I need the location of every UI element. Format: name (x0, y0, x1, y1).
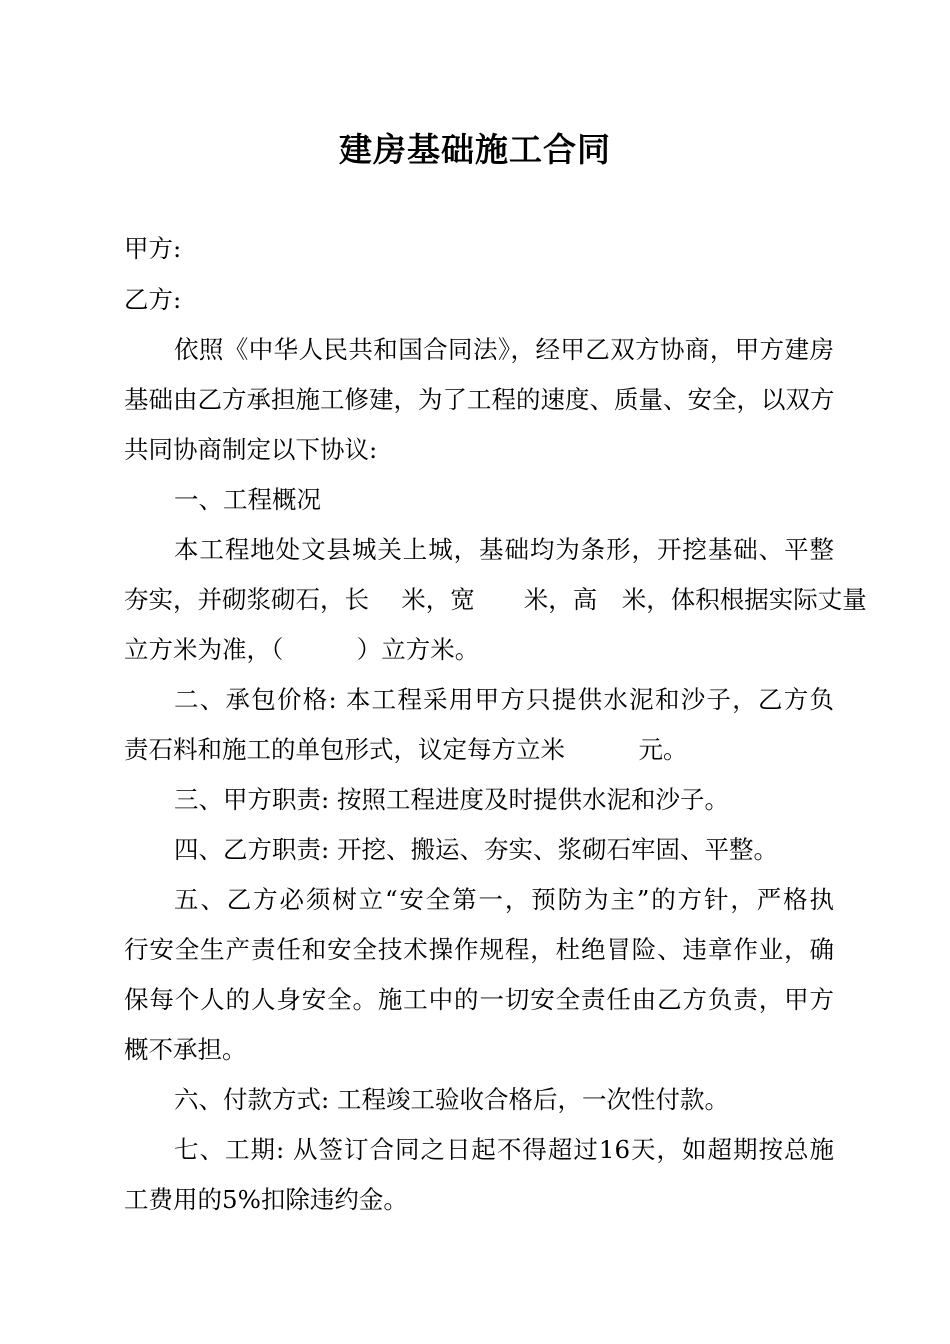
section-5-line-4: 概不承担。 (124, 1035, 247, 1064)
intro-paragraph-line-1: 依照《中华人民共和国合同法》，经甲乙双方协商，甲方建房 (174, 335, 834, 364)
intro-paragraph-line-2: 基础由乙方承担施工修建，为了工程的速度、质量、安全，以双方 (124, 385, 835, 414)
document-title: 建房基础施工合同 (339, 130, 611, 169)
section-5-line-1: 五、乙方必须树立“安全第一，预防为主”的方针，严格执 (174, 885, 834, 914)
section-3-line: 三、甲方职责: 按照工程进度及时提供水泥和沙子。 (174, 785, 730, 814)
section-2-line-1: 二、承包价格: 本工程采用甲方只提供水泥和沙子，乙方负 (174, 685, 834, 714)
section-1-line-3: 立方米为准，（ ）立方米。 (124, 635, 480, 664)
section-5-line-3: 保每个人的人身安全。施工中的一切安全责任由乙方负责，甲方 (124, 985, 834, 1014)
section-1-line-2: 夯实，并砌浆砌石，长 米，宽 米，高 米，体积根据实际丈量 (124, 585, 867, 614)
section-1-heading: 一、工程概况 (174, 485, 321, 514)
section-6-line: 六、付款方式: 工程竣工验收合格后，一次性付款。 (174, 1085, 730, 1114)
section-4-line: 四、乙方职责: 开挖、搬运、夯实、浆砌石牢固、平整。 (174, 835, 779, 864)
section-1-line-1: 本工程地处文县城关上城，基础均为条形，开挖基础、平整 (174, 535, 834, 564)
party-b-line: 乙方: (124, 285, 182, 314)
section-2-line-2: 责石料和施工的单包形式，议定每方立米 元。 (124, 735, 688, 764)
section-7-line-1: 七、工期: 从签订合同之日起不得超过16天，如超期按总施 (174, 1135, 834, 1164)
intro-paragraph-line-3: 共同协商制定以下协议: (124, 435, 378, 464)
section-7-line-2: 工费用的5%扣除违约金。 (124, 1185, 408, 1214)
party-a-line: 甲方: (124, 234, 182, 263)
section-5-line-2: 行安全生产责任和安全技术操作规程，杜绝冒险、违章作业，确 (124, 935, 834, 964)
